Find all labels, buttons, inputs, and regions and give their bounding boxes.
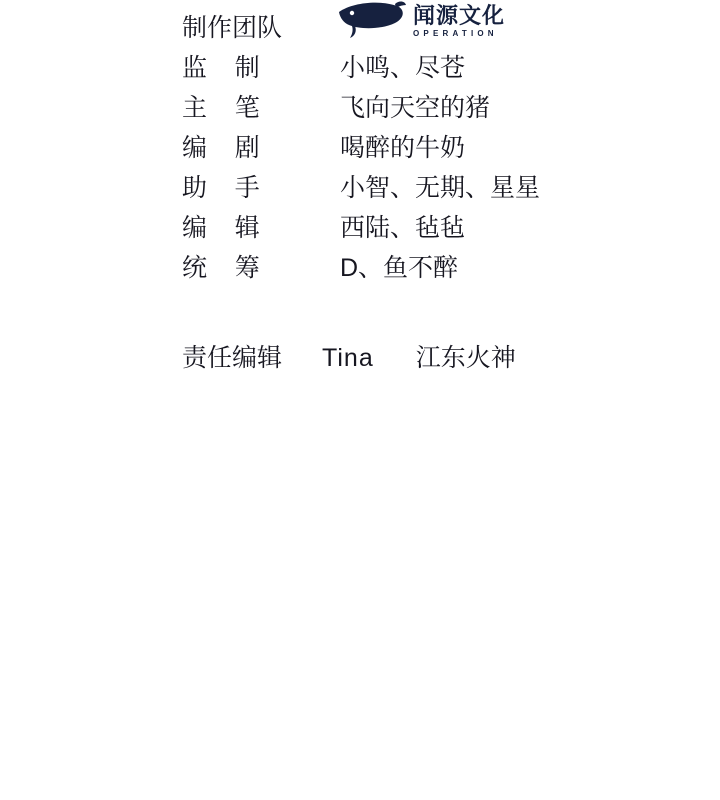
credit-role: 统 筹	[182, 254, 260, 282]
responsible-editor-name-1: Tina	[322, 344, 374, 372]
credit-role: 制作团队	[182, 14, 283, 42]
credit-role: 编 剧	[182, 134, 260, 162]
responsible-editor-label: 责任编辑	[182, 344, 283, 372]
credit-names: 西陆、毡毡	[340, 214, 466, 242]
credit-row	[0, 248, 720, 288]
credits-list	[0, 8, 720, 288]
logo-wrap	[335, 0, 555, 42]
credit-row	[0, 208, 720, 248]
credit-role: 编 辑	[182, 214, 260, 242]
credit-names: 飞向天空的猪	[340, 94, 491, 122]
credit-names: 小鸣、尽苍	[340, 54, 466, 82]
responsible-editor-name-2: 江东火神	[415, 344, 516, 372]
credit-row	[0, 48, 720, 88]
whale-icon	[335, 0, 407, 42]
studio-logo	[335, 0, 555, 48]
credit-role: 助 手	[182, 174, 260, 202]
credit-row	[0, 128, 720, 168]
responsible-editor-row	[0, 338, 720, 378]
credit-names: 喝醉的牛奶	[340, 134, 466, 162]
credit-row	[0, 168, 720, 208]
credit-row	[0, 88, 720, 128]
brand-text	[413, 2, 506, 38]
credit-names: 小智、无期、星星	[340, 174, 541, 202]
credit-role: 主 笔	[182, 94, 260, 122]
brand-name-cn: 闻源文化	[413, 2, 506, 28]
credit-role: 监 制	[182, 54, 260, 82]
credit-names: D、鱼不醉	[340, 254, 459, 282]
brand-name-en: OPERATION	[413, 28, 498, 38]
